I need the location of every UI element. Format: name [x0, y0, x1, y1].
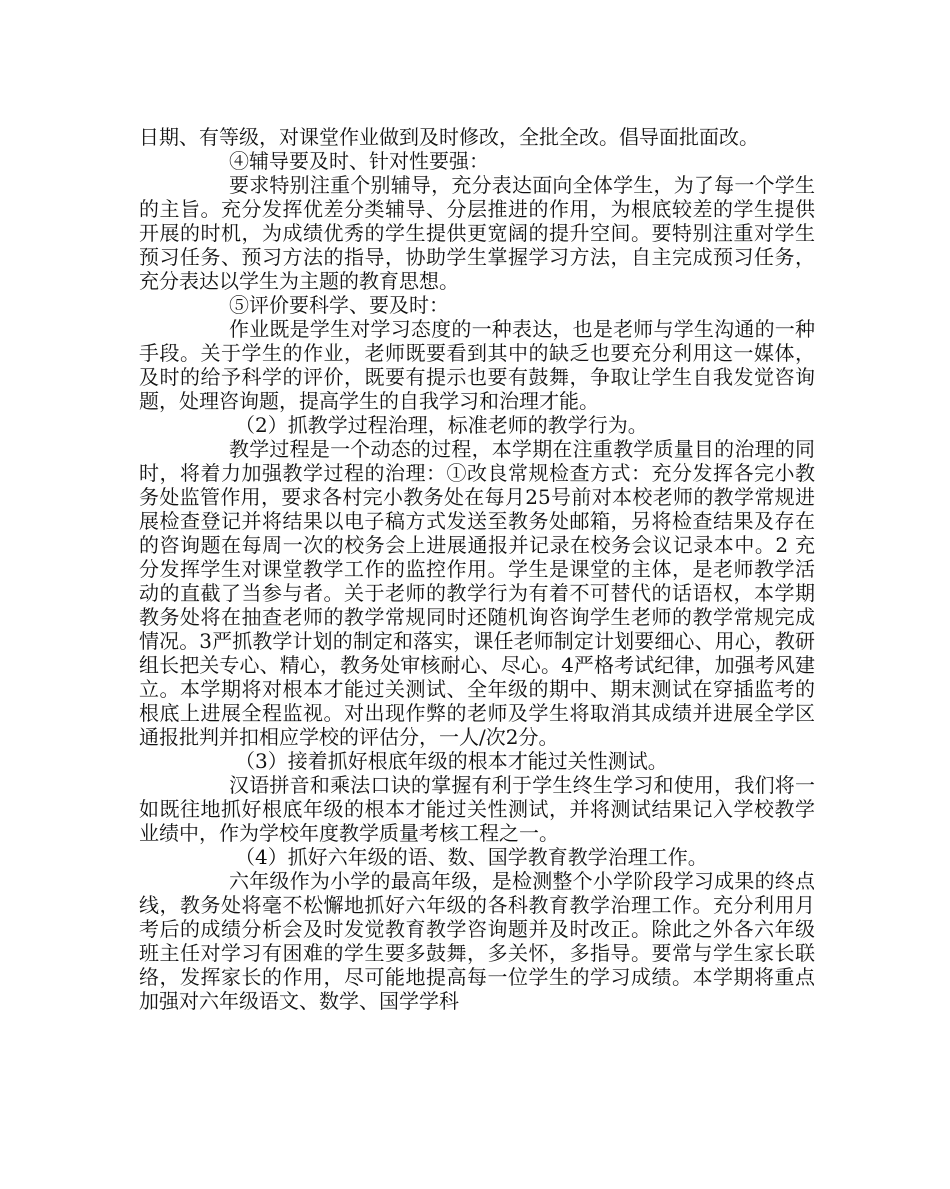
heading-evaluation: ⑤评价要科学、要及时：	[229, 293, 449, 317]
paragraph-grade-six: 六年级作为小学的最高年级，是检测整个小学阶段学习成果的终点线，教务处将毫不松懈地抓好六年级的各科教育教学治理工作。充分利用月考后的成绩分析会及时发觉教育教学咨询题并及时改正。除此之外各六年级班主任对学习有困难的学生要多鼓舞，多关怀，多指导。要常与学生家长联络，发挥家长的作用，尽可能地提高每一位学生的学习成绩。本学期将重点加强对六年级语文、数学、国学学科	[139, 869, 815, 1013]
paragraph-tutoring: 要求特别注重个别辅导，充分表达面向全体学生，为了每一个学生的主旨。充分发挥优差分类辅导、分层推进的作用，为根底较差的学生提供开展的时机，为成绩优秀的学生提供更宽阔的提升空间。要特别注重对学生预习任务、预习方法的指导，协助学生掌握学习方法，自主完成预习任务，充分表达以学生为主题的教育思想。	[139, 173, 815, 293]
heading-process-management: （2）抓教学过程治理，标准老师的教学行为。	[235, 413, 648, 437]
paragraph-evaluation: 作业既是学生对学习态度的一种表达，也是老师与学生沟通的一种手段。关于学生的作业，老师既要看到其中的缺乏也要充分利用这一媒体，及时的给予科学的评价，既要有提示也要有鼓舞，争取让学生自我发觉咨询题，处理咨询题，提高学生的自我学习和治理才能。	[139, 317, 815, 413]
heading-tutoring: ④辅导要及时、针对性要强：	[229, 149, 489, 173]
heading-basic-ability-test: （3）接着抓好根底年级的根本才能过关性测试。	[235, 749, 668, 773]
heading-grade-six: （4）抓好六年级的语、数、国学教育教学治理工作。	[235, 845, 708, 869]
paragraph-homework-correction: 日期、有等级，对课堂作业做到及时修改，全批全改。倡导面批面改。	[139, 125, 759, 149]
paragraph-process-management: 教学过程是一个动态的过程，本学期在注重教学质量目的治理的同时，将着力加强教学过程的治理：①改良常规检查方式：充分发挥各完小教务处监管作用，要求各村完小教务处在每月25号前对本校老师的教学常规进展检查登记并将结果以电子稿方式发送至教务处邮箱，另将检查结果及存在的咨询题在每周一次的校务会上进展通报并记录在校务会议记录本中。2 充分发挥学生对课堂教学工作的监控作用。学生是课堂的主体，是老师教学活动的直截了当参与者。关于老师的教学行为有着不可替代的话语权，本学期教务处将在抽查老师的教学常规同时还随机询咨询学生老师的教学常规完成情况。3严抓教学计划的制定和落实，课任老师制定计划要细心、用心，教研组长把关专心、精心，教务处审核耐心、尽心。4严格考试纪律，加强考风建立。本学期将对根本才能过关测试、全年级的期中、期末测试在穿插监考的根底上进展全程监视。对出现作弊的老师及学生将取消其成绩并进展全学区通报批判并扣相应学校的评估分，一人/次2分。	[139, 437, 815, 749]
paragraph-basic-ability-test: 汉语拼音和乘法口诀的掌握有利于学生终生学习和使用，我们将一如既往地抓好根底年级的根本才能过关性测试，并将测试结果记入学校教学业绩中，作为学校年度教学质量考核工程之一。	[139, 773, 815, 845]
document-page	[139, 125, 815, 1013]
